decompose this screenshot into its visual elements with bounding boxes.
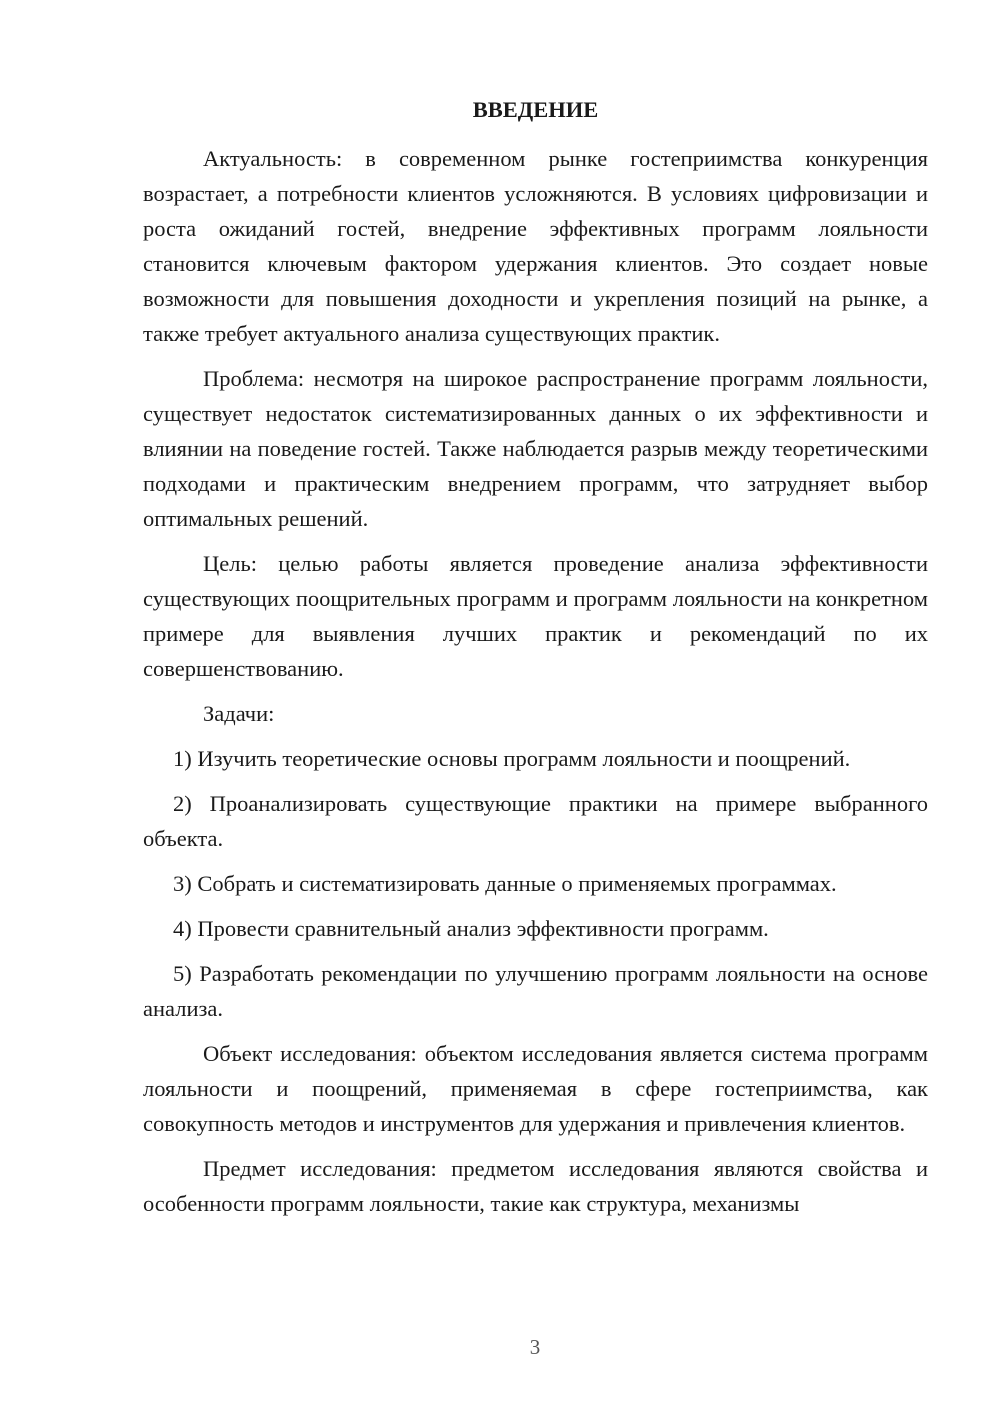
paragraph-problem: Проблема: несмотря на широкое распространение программ лояльности, существует недостаток систематизированных данных о их эффективности и влиянии на поведение гостей. Также наблюдается разрыв между теоретическими подходами и практическим внедрением программ, что затрудняет выбор оптимальных решений. (143, 366, 928, 531)
document-page (143, 92, 928, 1231)
tasks-heading: Задачи: (203, 701, 275, 726)
paragraph-goal: Цель: целью работы является проведение анализа эффективности существующих поощрительных программ и программ лояльности на конкретном примере для выявления лучших практик и рекомендаций по их совершенствованию. (143, 551, 928, 681)
page-number: 3 (529, 1335, 541, 1359)
paragraph-subject: Предмет исследования: предметом исследования являются свойства и особенности программ лояльности, такие как структура, механизмы (143, 1156, 928, 1216)
paragraph-object: Объект исследования: объектом исследования является система программ лояльности и поощрений, применяемая в сфере гостеприимства, как совокупность методов и инструментов для удержания и привлечения клиентов. (143, 1041, 928, 1136)
task-item-5: 5) Разработать рекомендации по улучшению программ лояльности на основе анализа. (143, 961, 928, 1021)
task-item-2: 2) Проанализировать существующие практики на примере выбранного объекта. (143, 791, 928, 851)
task-item-1: 1) Изучить теоретические основы программ лояльности и поощрений. (173, 746, 851, 771)
task-item-4: 4) Провести сравнительный анализ эффективности программ. (173, 916, 769, 941)
page-title: ВВЕДЕНИЕ (472, 97, 599, 122)
task-item-3: 3) Собрать и систематизировать данные о применяемых программах. (173, 871, 837, 896)
paragraph-relevance: Актуальность: в современном рынке гостеприимства конкуренция возрастает, а потребности клиентов усложняются. В условиях цифровизации и роста ожиданий гостей, внедрение эффективных программ лояльности становится ключевым фактором удержания клиентов. Это создает новые возможности для повышения доходности и укрепления позиций на рынке, а также требует актуального анализа существующих практик. (143, 146, 928, 346)
